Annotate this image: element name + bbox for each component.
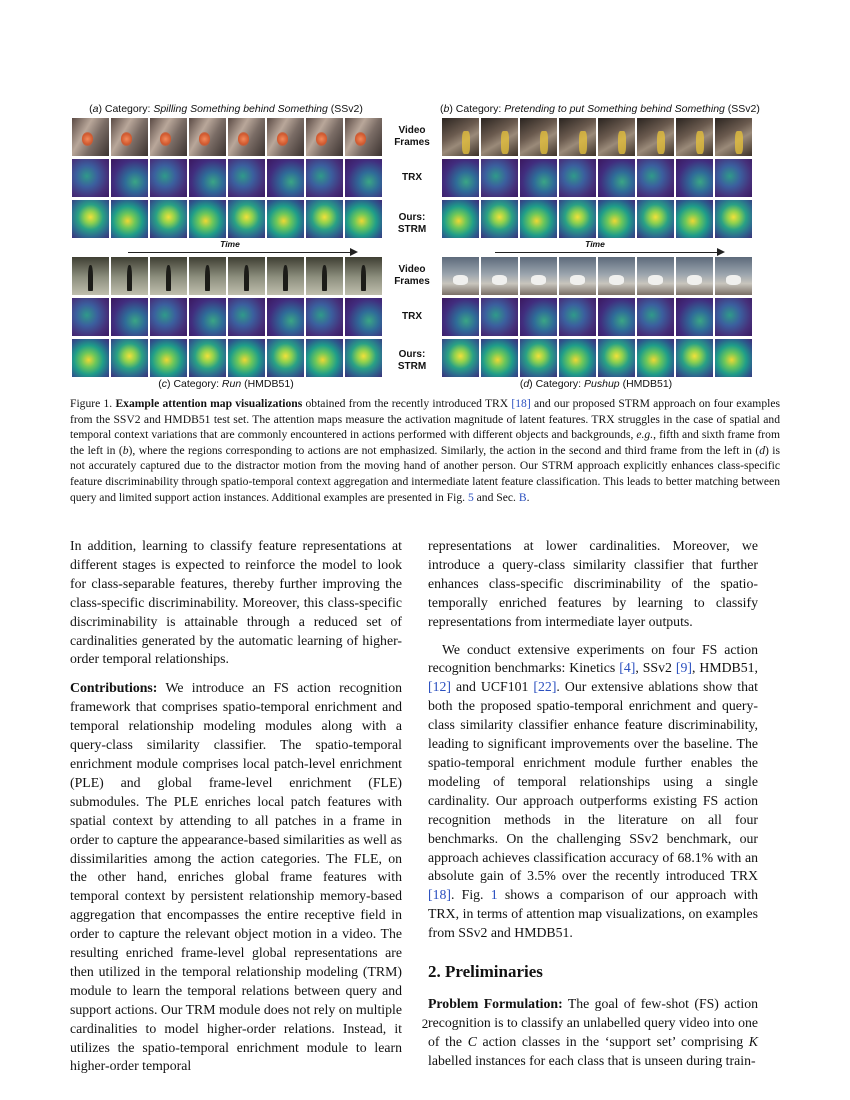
panel-c-caption: (c) Category: Run (HMDB51) bbox=[158, 378, 294, 390]
strm-attention-map bbox=[72, 339, 109, 377]
video-frame bbox=[559, 257, 596, 295]
video-frame bbox=[111, 257, 148, 295]
trx-attention-map bbox=[267, 298, 304, 336]
problem-formulation-paragraph: Problem Formulation: The goal of few-shot (FS) action recognition is to classify an unlabelled query video into one of the C action classes in the ‘support set’ comprising K labelled instances for each class that is unseen during train- bbox=[428, 995, 759, 1068]
trx-attention-map bbox=[637, 159, 674, 197]
section-heading: 2. Preliminaries bbox=[428, 962, 543, 982]
row-label-strm: Ours: STRM bbox=[397, 212, 427, 235]
trx-attention-map bbox=[598, 159, 635, 197]
panel-a-caption: (a) Category: Spilling Something behind Something (SSv2) bbox=[89, 103, 363, 115]
panel-b-video-strip bbox=[442, 118, 752, 156]
paragraph: In addition, learning to classify feature representations at different stages is expected to reinforce the model to look for class-separable features, thereby further improving the class-specific discriminability. Moreover, this class-specific discriminability is attainable through a reduced set of cardinalities generated by the automatic learning of higher-order temporal relationships. bbox=[70, 538, 402, 667]
figure-caption: Figure 1. Example attention map visualizations obtained from the recently introduced TRX [18] and our proposed STRM approach on four examples from the SSV2 and HMDB51 test set. The attention maps measure the activation magnitude of latent features. TRX struggles in the case of spatial and temporal context variations that are commonly encountered in actions performed with different objects and backgrounds, e.g., fifth and sixth frame from the left in (b), where the regions corresponding to actions are not emphasized. Similarly, the action in the second and third frame from the left in (d) is not accurately captured due to the distractor motion from the moving hand of another person. Our STRM approach explicitly enhances class-specific feature discriminability through spatio-temporal context aggregation and intermediate latent feature classification. This leads to better matching between query and limited support action instances. Additional examples are presented in Fig. 5 and Sec. B. bbox=[70, 397, 780, 504]
panel-d bbox=[442, 257, 752, 377]
trx-attention-map bbox=[676, 298, 713, 336]
video-frame bbox=[228, 257, 265, 295]
panel-c bbox=[72, 257, 382, 377]
trx-attention-map bbox=[559, 298, 596, 336]
strm-attention-map bbox=[111, 200, 148, 238]
strm-attention-map bbox=[598, 339, 635, 377]
trx-attention-map bbox=[715, 298, 752, 336]
video-frame bbox=[676, 118, 713, 156]
panel-b-caption: (b) Category: Pretending to put Something behind Something (SSv2) bbox=[440, 103, 760, 115]
trx-attention-map bbox=[72, 298, 109, 336]
left-column bbox=[70, 537, 402, 1076]
video-frame bbox=[228, 118, 265, 156]
video-frame bbox=[598, 118, 635, 156]
panel-d-trx-strip bbox=[442, 298, 752, 336]
citation-link[interactable]: [9] bbox=[675, 660, 692, 676]
row-label-trx: TRX bbox=[402, 311, 422, 322]
video-frame bbox=[520, 118, 557, 156]
trx-attention-map bbox=[676, 159, 713, 197]
trx-attention-map bbox=[150, 159, 187, 197]
strm-attention-map bbox=[637, 339, 674, 377]
figure-link[interactable]: 1 bbox=[490, 887, 498, 903]
video-frame bbox=[306, 257, 343, 295]
strm-attention-map bbox=[189, 339, 226, 377]
trx-attention-map bbox=[150, 298, 187, 336]
video-frame bbox=[189, 257, 226, 295]
experiments-paragraph: We conduct extensive experiments on four FS action recognition benchmarks: Kinetics [4], SSv2 [9], HMDB51, [12] and UCF101 [22]. Our extensive ablations show that both the proposed spatio-temporal enrichment and query-class similarity classifier enhance feature discriminability, leading to significant improvements over the baseline. The spatio-temporal enrichment module further enables the modeling of temporal relationships using a single cardinality. Our approach outperforms existing FS action recognition methods in the literature on all four benchmarks. On the challenging SSv2 benchmark, our approach achieves classification accuracy of 68.1% with an absolute gain of 3.5% over the recently introduced TRX [18]. Fig. 1 shows a comparison of our approach with TRX, in terms of attention map visualizations, on examples from SSv2 and HMDB51. bbox=[428, 641, 759, 941]
time-label-a: Time bbox=[220, 239, 240, 249]
panel-b-strm-strip bbox=[442, 200, 752, 238]
strm-attention-map bbox=[228, 200, 265, 238]
trx-attention-map bbox=[559, 159, 596, 197]
row-label-video-frames: Video Frames bbox=[394, 125, 430, 148]
section-link[interactable]: B bbox=[518, 490, 527, 504]
trx-attention-map bbox=[481, 159, 518, 197]
citation-link[interactable]: [22] bbox=[533, 679, 557, 695]
video-frame bbox=[715, 118, 752, 156]
video-frame bbox=[267, 257, 304, 295]
trx-attention-map bbox=[228, 159, 265, 197]
video-frame bbox=[442, 118, 479, 156]
video-frame bbox=[481, 257, 518, 295]
trx-attention-map bbox=[189, 159, 226, 197]
panel-c-strm-strip bbox=[72, 339, 382, 377]
row-label-trx: TRX bbox=[402, 172, 422, 183]
video-frame bbox=[150, 257, 187, 295]
strm-attention-map bbox=[228, 339, 265, 377]
figure-link[interactable]: 5 bbox=[467, 490, 474, 504]
arrowhead-icon bbox=[350, 248, 358, 256]
strm-attention-map bbox=[637, 200, 674, 238]
trx-attention-map bbox=[306, 159, 343, 197]
video-frame bbox=[559, 118, 596, 156]
contributions-paragraph: Contributions: We introduce an FS action recognition framework that comprises spatio-temporal enrichment and temporal relationship modeling modules along with a query-class similarity classifier. The spatio-temporal enrichment module comprises local patch-level enrichment (PLE) and global frame-level enrichment (FLE) submodules. The PLE enriches local patch features with spatial context by attending to all patches in a frame in order to capture the appearance-based similarities as well as dissimilarities among the action categories. The FLE, on the other hand, enriches global frame features with temporal context by persistent relationship memory-based aggregation that encompasses the entire receptive field in order to capture the relevant object motion in a video. The resulting enriched frame-level global representations are then utilized in the temporal relationship modeling (TRM) module to learn the temporal relations between query and support actions. Our TRM module does not rely on multiple cardinalities to model higher-order relations. Instead, it utilizes the spatio-temporal enrichment module to learn higher-order temporal bbox=[70, 680, 402, 1074]
strm-attention-map bbox=[442, 200, 479, 238]
panel-c-trx-strip bbox=[72, 298, 382, 336]
citation-link[interactable]: [4] bbox=[619, 660, 636, 676]
strm-attention-map bbox=[481, 339, 518, 377]
strm-attention-map bbox=[306, 200, 343, 238]
trx-attention-map bbox=[111, 298, 148, 336]
trx-attention-map bbox=[306, 298, 343, 336]
paragraph: representations at lower cardinalities. Moreover, we introduce a query-class similarity classifier that further enhances class-specific discriminability of the spatio-temporally enriched features by learning to classify representations from intermediate layer outputs. bbox=[428, 538, 758, 629]
panel-a-video-strip bbox=[72, 118, 382, 156]
panel-b bbox=[442, 118, 752, 238]
trx-attention-map bbox=[442, 298, 479, 336]
strm-attention-map bbox=[189, 200, 226, 238]
video-frame bbox=[442, 257, 479, 295]
video-frame bbox=[715, 257, 752, 295]
citation-link[interactable]: [12] bbox=[428, 679, 451, 695]
time-label-b: Time bbox=[585, 239, 605, 249]
strm-attention-map bbox=[715, 200, 752, 238]
trx-attention-map bbox=[189, 298, 226, 336]
trx-attention-map bbox=[598, 298, 635, 336]
row-label-video-frames: Video Frames bbox=[394, 264, 430, 287]
trx-attention-map bbox=[267, 159, 304, 197]
strm-attention-map bbox=[520, 339, 557, 377]
video-frame bbox=[598, 257, 635, 295]
panel-c-video-strip bbox=[72, 257, 382, 295]
strm-attention-map bbox=[72, 200, 109, 238]
video-frame bbox=[72, 257, 109, 295]
panel-a-strm-strip bbox=[72, 200, 382, 238]
time-arrow-b bbox=[495, 252, 719, 253]
trx-attention-map bbox=[715, 159, 752, 197]
strm-attention-map bbox=[442, 339, 479, 377]
strm-attention-map bbox=[267, 200, 304, 238]
trx-attention-map bbox=[481, 298, 518, 336]
video-frame bbox=[520, 257, 557, 295]
trx-attention-map bbox=[520, 298, 557, 336]
strm-attention-map bbox=[111, 339, 148, 377]
video-frame bbox=[189, 118, 226, 156]
panel-a-trx-strip bbox=[72, 159, 382, 197]
panel-b-trx-strip bbox=[442, 159, 752, 197]
trx-attention-map bbox=[442, 159, 479, 197]
strm-attention-map bbox=[715, 339, 752, 377]
video-frame bbox=[637, 257, 674, 295]
panel-d-caption: (d) Category: Pushup (HMDB51) bbox=[519, 378, 673, 390]
video-frame bbox=[72, 118, 109, 156]
citation-link[interactable]: [18] bbox=[511, 397, 531, 410]
page-number: 2 bbox=[421, 1016, 429, 1031]
trx-attention-map bbox=[111, 159, 148, 197]
trx-attention-map bbox=[520, 159, 557, 197]
strm-attention-map bbox=[559, 339, 596, 377]
trx-attention-map bbox=[228, 298, 265, 336]
arrowhead-icon bbox=[717, 248, 725, 256]
right-column bbox=[428, 537, 758, 1071]
strm-attention-map bbox=[676, 200, 713, 238]
video-frame bbox=[150, 118, 187, 156]
video-frame bbox=[306, 118, 343, 156]
panel-a bbox=[72, 118, 382, 238]
strm-attention-map bbox=[267, 339, 304, 377]
strm-attention-map bbox=[598, 200, 635, 238]
strm-attention-map bbox=[150, 339, 187, 377]
row-label-strm: Ours: STRM bbox=[397, 349, 427, 372]
strm-attention-map bbox=[520, 200, 557, 238]
video-frame bbox=[111, 118, 148, 156]
strm-attention-map bbox=[559, 200, 596, 238]
strm-attention-map bbox=[306, 339, 343, 377]
video-frame bbox=[267, 118, 304, 156]
citation-link[interactable]: [18] bbox=[428, 887, 451, 903]
trx-attention-map bbox=[72, 159, 109, 197]
trx-attention-map bbox=[637, 298, 674, 336]
strm-attention-map bbox=[481, 200, 518, 238]
time-arrow-a bbox=[128, 252, 352, 253]
video-frame bbox=[637, 118, 674, 156]
panel-d-strm-strip bbox=[442, 339, 752, 377]
video-frame bbox=[481, 118, 518, 156]
strm-attention-map bbox=[676, 339, 713, 377]
strm-attention-map bbox=[150, 200, 187, 238]
panel-d-video-strip bbox=[442, 257, 752, 295]
video-frame bbox=[676, 257, 713, 295]
